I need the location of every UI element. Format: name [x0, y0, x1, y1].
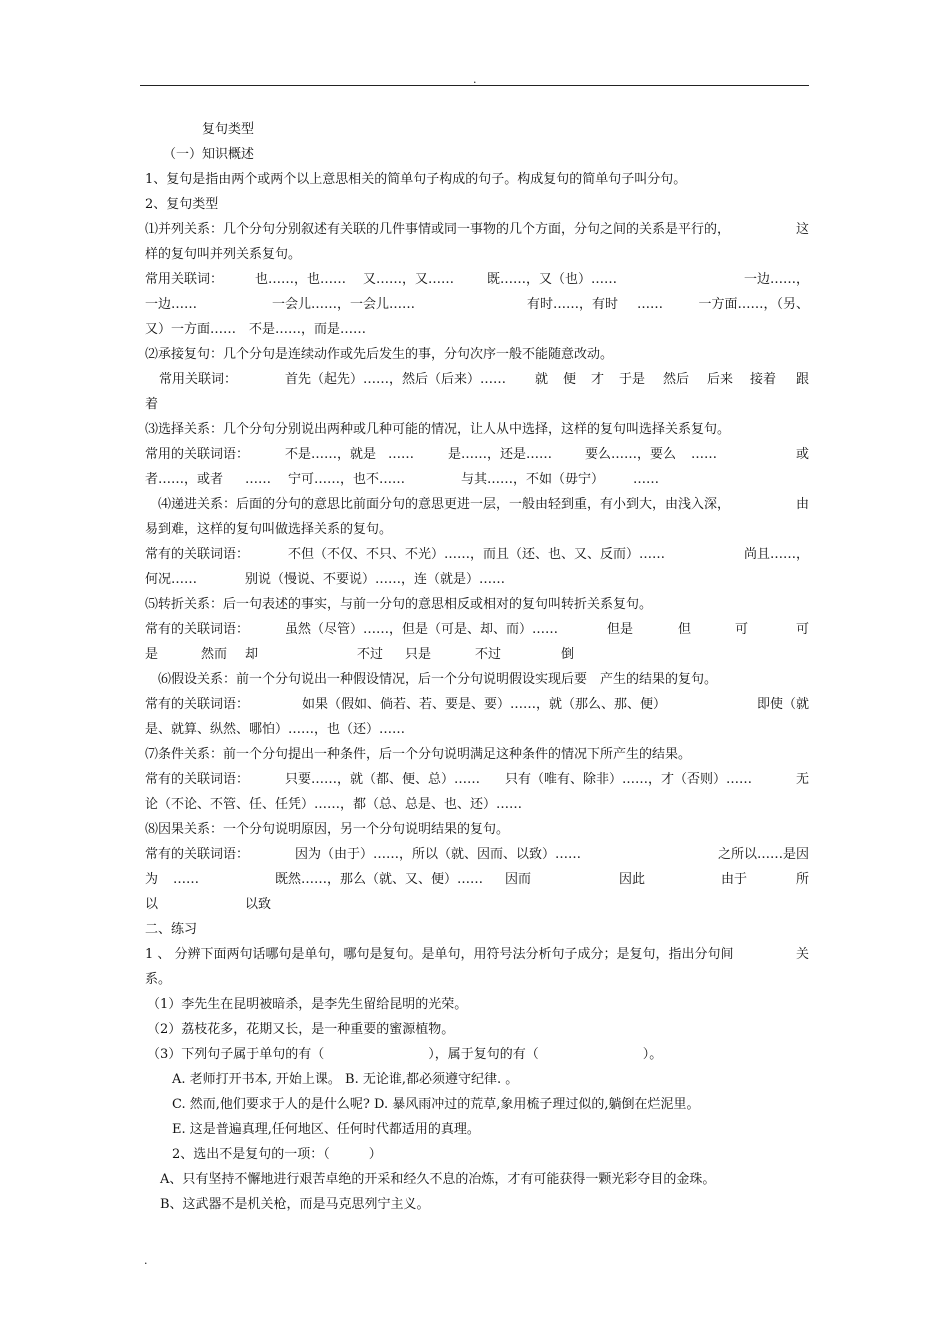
paragraph-line: ⑸转折关系：后一句表述的事实，与前一分句的意思相反或相对的复句叫转折关系复句。 [145, 597, 653, 612]
paragraph-line [145, 547, 809, 563]
exercise-item: （2）荔枝花多，花期又长，是一种重要的蜜源植物。 [147, 1022, 455, 1037]
line-segment: 常用的关联词语： [145, 447, 250, 462]
exercise-option: A、只有坚持不懈地进行艰苦卓绝的开采和经久不息的冶炼，才有可能获得一颗光彩夺目的金珠。 [160, 1172, 716, 1187]
line-segment: 可 [735, 622, 749, 637]
paragraph-line [145, 947, 809, 963]
line-segment: ⑷递进关系：后面的分句的意思比前面分句的意思更进一层，一般由轻到重，有小到大，由浅入深， [158, 497, 731, 512]
line-segment: 于是 [619, 372, 646, 387]
line-segment: 跟 [795, 372, 809, 387]
paragraph-line [158, 497, 809, 513]
paragraph-line [145, 472, 809, 488]
header-dot: . [473, 73, 477, 86]
line-segment: 为 [145, 872, 159, 887]
paragraph-line [145, 447, 809, 463]
line-segment: 别说（慢说、不要说）……，连（就是）…… [245, 572, 506, 587]
line-segment: 常用关联词： [159, 372, 238, 387]
paragraph-line [145, 622, 809, 638]
line-segment: 因而 [505, 872, 532, 887]
paragraph-line [145, 872, 809, 888]
line-segment: 无 [795, 772, 809, 787]
line-segment: 以致 [245, 897, 272, 912]
line-segment: ⑴并列关系：几个分句分别叙述有关联的几件事情或同一事物的几个方面，分句之间的关系是平行的， [145, 222, 731, 237]
paragraph-line: 论（不论、不管、任、任凭）……，都（总、总是、也、还）…… [145, 797, 523, 812]
line-segment: …… [245, 472, 271, 487]
exercise-option: A. 老师打开书本, 开始上课。 B. 无论谁,都必须遵守纪律. 。 [172, 1072, 519, 1087]
line-segment: 常有的关联词语： [145, 772, 250, 787]
paragraph-line: 又）一方面…… 不是……，而是…… [145, 322, 367, 337]
paragraph-line: 是、就算、纵然、哪怕）……，也（还）…… [145, 722, 406, 737]
line-segment: 者……，或者 [145, 472, 224, 487]
paragraph-line: 易到难，这样的复句叫做选择关系的复句。 [145, 522, 393, 537]
paragraph-line: ⑹假设关系：前一个分句说出一种假设情况，后一个分句说明假设实现后要 产生的结果的复句。 [158, 672, 718, 687]
line-segment: 就 [535, 372, 549, 387]
line-segment: 既……，又（也）…… [487, 272, 618, 287]
line-segment: 与其……，不如（毋宁） [461, 472, 605, 487]
paragraph-line: 着 [145, 397, 159, 412]
line-segment: 只要……，就（都、便、总）…… [285, 772, 481, 787]
line-segment: 因此 [619, 872, 646, 887]
paragraph-line [145, 272, 809, 288]
section-heading: 2、复句类型 [145, 197, 219, 212]
line-segment: 便 [563, 372, 577, 387]
line-segment: 只有（唯有、除非）……，才（否则）…… [505, 772, 753, 787]
line-segment: 之所以……是因 [717, 847, 809, 862]
exercise-option: C. 然而,他们要求于人的是什么呢? D. 暴风雨冲过的荒草,象用梳子理过似的,躺倒在烂泥里。 [172, 1097, 700, 1112]
doc-title: 复句类型 [202, 122, 255, 137]
line-segment: …… [173, 872, 199, 887]
line-segment: 何况…… [145, 572, 198, 587]
line-segment: 如果（假如、倘若、若、要是、要）……，就（那么、那、便） [302, 697, 667, 712]
paragraph-line [145, 647, 809, 663]
line-segment: 才 [591, 372, 605, 387]
line-segment: 常有的关联词语： [145, 547, 250, 562]
line-segment: 也……，也…… [255, 272, 347, 287]
line-segment: 宁可……，也不…… [288, 472, 406, 487]
line-segment: 是 [145, 647, 159, 662]
line-segment: 可 [795, 622, 809, 637]
line-segment: 但 [678, 622, 692, 637]
line-segment: 然后 [663, 372, 690, 387]
paragraph-line: ⑻因果关系：一个分句说明原因，另一个分句说明结果的复句。 [145, 822, 510, 837]
paragraph-line [145, 697, 809, 713]
section-heading: （一）知识概述 [163, 147, 255, 162]
paragraph-line [145, 847, 809, 863]
paragraph-line [145, 372, 809, 388]
line-segment: 虽然（尽管）……，但是（可是、却、而）…… [285, 622, 559, 637]
exercise-option: E. 这是普遍真理,任何地区、任何时代都适用的真理。 [172, 1122, 480, 1137]
line-segment: …… [637, 297, 663, 312]
line-segment: 后来 [707, 372, 734, 387]
line-segment: 却 [245, 647, 259, 662]
line-segment: 由 [795, 497, 809, 512]
paragraph-line [145, 222, 809, 238]
line-segment: 有时……，有时 [527, 297, 619, 312]
exercise-item: 2、选出不是复句的一项：（ ） [172, 1147, 382, 1162]
section-heading: 二、练习 [145, 922, 198, 937]
line-segment: 即使（就 [756, 697, 809, 712]
exercise-item: （3）下列句子属于单句的有（ ），属于复句的有（ ）。 [147, 1047, 663, 1062]
line-segment: 常有的关联词语： [145, 622, 250, 637]
paragraph-line [145, 897, 809, 913]
exercise-item: （1）李先生在昆明被暗杀，是李先生留给昆明的光荣。 [147, 997, 468, 1012]
paragraph-line [145, 772, 809, 788]
line-segment: …… [633, 472, 659, 487]
paragraph-line: 样的复句叫并列关系复句。 [145, 247, 302, 262]
line-segment: 是……，还是…… [448, 447, 553, 462]
paragraph-line [145, 297, 809, 313]
line-segment: 这 [795, 222, 809, 237]
line-segment: 由于 [721, 872, 748, 887]
line-segment: 常有的关联词语： [145, 847, 250, 862]
line-segment: 一边……， [743, 272, 809, 287]
line-segment: 尚且……， [743, 547, 809, 562]
line-segment: 接着 [750, 372, 777, 387]
exercise-option: B、这武器不是机关枪，而是马克思列宁主义。 [160, 1197, 430, 1212]
paragraph-line: ⑶选择关系：几个分句分别说出两种或几种可能的情况，让人从中选择，这样的复句叫选择关系复句。 [145, 422, 731, 437]
line-segment: 一边…… [145, 297, 198, 312]
header-rule [140, 85, 809, 86]
line-segment: 然而 [201, 647, 228, 662]
line-segment: 但是 [607, 622, 634, 637]
line-segment: 要么……，要么 [585, 447, 677, 462]
line-segment: 又……，又…… [363, 272, 455, 287]
line-segment: 以 [145, 897, 159, 912]
line-segment: 一方面……，（另、 [698, 297, 809, 312]
line-segment: 不是……，就是 [285, 447, 377, 462]
line-segment: …… [388, 447, 414, 462]
paragraph-line: ⑺条件关系：前一个分句提出一种条件，后一个分句说明满足这种条件的情况下所产生的结果。 [145, 747, 692, 762]
line-segment: 所 [795, 872, 809, 887]
line-segment: 不过 [475, 647, 502, 662]
line-segment: 只是 [405, 647, 432, 662]
line-segment: 关 [795, 947, 809, 962]
line-segment: 不过 [357, 647, 384, 662]
line-segment: 首先（起先）……，然后（后来）…… [285, 372, 507, 387]
line-segment: 1 、 分辨下面两句话哪句是单句，哪句是复句。是单句，用符号法分析句子成分；是复句，指出分句间 [145, 947, 734, 962]
line-segment: 或 [795, 447, 809, 462]
line-segment: 一会儿……，一会儿…… [272, 297, 416, 312]
paragraph-line: ⑵承接复句：几个分句是连续动作或先后发生的事，分句次序一般不能随意改动。 [145, 347, 614, 362]
line-segment: 不但（不仅、不只、不光）……，而且（还、也、又、反而）…… [288, 547, 666, 562]
line-segment: 既然……，那么（就、又、便）…… [275, 872, 484, 887]
paragraph-line: 系。 [145, 972, 172, 987]
line-segment: …… [691, 447, 717, 462]
paragraph-line: 1、复句是指由两个或两个以上意思相关的简单句子构成的句子。构成复句的简单句子叫分句。 [145, 172, 687, 187]
paragraph-line [145, 572, 809, 588]
line-segment: 常有的关联词语： [145, 697, 250, 712]
line-segment: 常用关联词： [145, 272, 224, 287]
line-segment: 倒 [561, 647, 575, 662]
line-segment: 因为（由于）……，所以（就、因而、以致）…… [295, 847, 582, 862]
footer-dot: . [144, 1254, 148, 1267]
